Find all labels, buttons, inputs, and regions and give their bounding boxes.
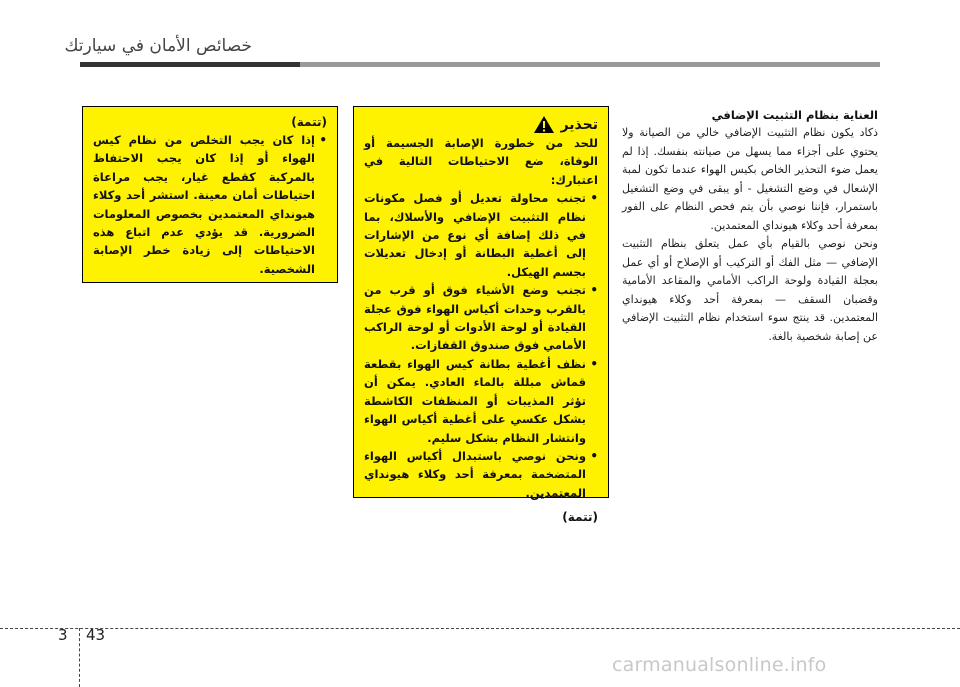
watermark: carmanualsonline.info — [612, 654, 827, 676]
bullet-item: • تجنب محاولة تعديل أو فصل مكونات نظام التثبيت الإضافي والأسلاك، بما في ذلك إضافة أي نوع من الإشارات إلى أغطية البطانة أو إدخال تعديلات بجسم الهيكل. — [364, 189, 586, 281]
srs-care-section — [622, 106, 878, 346]
body-paragraph: ذكاد يكون نظام التثبيت الإضافي خالي من الصيانة ولا يحتوي على أجزاء مما يسهل من صيانته بنفسك. إذا لم يعمل ضوء التحذير الخاص بكيس الهواء عندما تكون لمبة الإشعال في وضع التشغيل - أو يبقى في وضع التشغيل باستمرار، فإننا نوصي بأن يتم فحص النظام على الفور بمعرفة أحد وكلاء هيونداي المعتمدين. — [622, 126, 878, 232]
warning-intro: للحد من خطورة الإصابة الجسيمة أو الوفاة، ضع الاحتياطات التالية في اعتبارك: — [364, 136, 598, 187]
page-number: 43 — [86, 626, 106, 644]
header-rule — [80, 62, 880, 67]
page-header-title: خصائص الأمان في سيارتك — [64, 36, 252, 56]
bullet-item: • نظف أغطية بطانة كيس الهواء بقطعة قماش مبللة بالماء العادي. يمكن أن تؤثر المذيبات أو المنظفات الكاشطة بشكل عكسي على أغطية أكياس الهواء وانتشار النظام بشكل سليم. — [364, 355, 586, 447]
warning-title: تحذير — [560, 116, 598, 133]
warning-bullet-list — [364, 189, 598, 502]
section-heading: العناية بنظام التثبيت الإضافي — [711, 108, 878, 122]
continued-warning-box — [82, 106, 338, 283]
body-paragraph: ونحن نوصي بالقيام بأي عمل يتعلق بنظام التثبيت الإضافي — مثل الفك أو التركيب أو الإصلاح أو أي عمل بعجلة القيادة ولوحة الراكب الأمامي والمقاعد الأمامية وقضبان السقف — بمعرفة أحد وكلاء هيونداي المعتمدين. قد ينتج سوء استخدام نظام التثبيت الإضافي عن إصابة شخصية بالغة. — [622, 237, 878, 343]
warning-box — [353, 106, 609, 525]
warning-header — [364, 115, 598, 134]
bullet-item: • تجنب وضع الأشياء فوق أو قرب من بالقرب وحدات أكياس الهواء فوق عجلة القيادة أو لوحة الأدوات أو لوحة الراكب الأمامي فوق صندوق القفازات. — [364, 281, 586, 355]
continued-label-top: (تتمة) — [291, 115, 327, 129]
continued-label-bottom: (تتمة) — [562, 510, 598, 525]
bullet-item: • إذا كان يجب التخلص من نظام كيس الهواء أو إذا كان يجب الاحتفاظ بالمركبة كقطع غيار، يجب مراعاة احتياطات أمان معينة. استشر أحد وكلاء هيونداي المعتمدين بخصوص المعلومات الضرورية. قد يؤدي عدم اتباع هذه الاحتياطات إلى زيادة خطر الإصابة الشخصية. — [93, 131, 315, 278]
continued-bullet-list — [93, 131, 327, 278]
chapter-number: 3 — [58, 626, 68, 644]
header-rule-dark — [80, 62, 300, 67]
header-rule-light — [300, 62, 880, 67]
footer-divider — [79, 628, 80, 687]
bullet-item: • ونحن نوصي باستبدال أكياس الهواء المتضخمة بمعرفة أحد وكلاء هيونداي المعتمدين. — [364, 447, 586, 502]
warning-triangle-icon — [533, 115, 555, 134]
footer-rule — [0, 628, 960, 629]
